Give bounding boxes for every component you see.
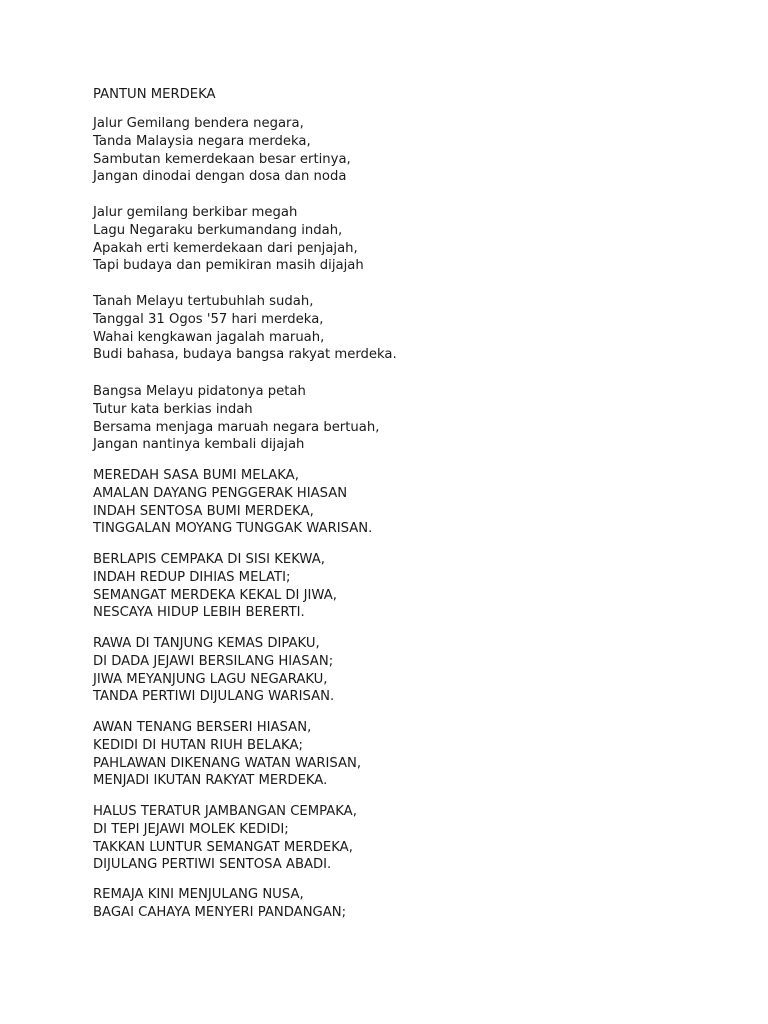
poem-line: Tutur kata berkias indah <box>93 401 253 417</box>
poem-line: BAGAI CAHAYA MENYERI PANDANGAN; <box>93 904 347 920</box>
poem-line: Tanah Melayu tertubuhlah sudah, <box>93 294 314 309</box>
poem-line: INDAH REDUP DIHIAS MELATI; <box>93 569 291 585</box>
poem-line: DIJULANG PERTIWI SENTOSA ABADI. <box>93 857 332 873</box>
stanza <box>93 886 346 922</box>
poem-line: SEMANGAT MERDEKA KEKAL DI JIWA, <box>93 587 337 603</box>
poem-line: JIWA MEYANJUNG LAGU NEGARAKU, <box>93 671 328 687</box>
page-title: PANTUN MERDEKA <box>93 87 216 102</box>
poem-line: TAKKAN LUNTUR SEMANGAT MERDEKA, <box>93 839 353 855</box>
poem-line: Jalur gemilang berkibar megah <box>93 205 298 220</box>
poem-line: DI TEPI JEJAWI MOLEK KEDIDI; <box>93 821 289 837</box>
poem-line: Apakah erti kemerdekaan dari penjajah, <box>93 240 358 256</box>
poem-line: Jangan nantinya kembali dijajah <box>93 437 305 453</box>
poem-line: TINGGALAN MOYANG TUNGGAK WARISAN. <box>93 521 373 537</box>
poem-line: AWAN TENANG BERSERI HIASAN, <box>93 720 312 735</box>
poem-line: Sambutan kemerdekaan besar ertinya, <box>93 151 351 167</box>
poem-line: Budi bahasa, budaya bangsa rakyat merdeka. <box>93 347 397 363</box>
poem-line: HALUS TERATUR JAMBANGAN CEMPAKA, <box>93 804 357 819</box>
poem-line: Bangsa Melayu pidatonya petah <box>93 384 306 399</box>
poem-line: Lagu Negaraku berkumandang indah, <box>93 222 343 238</box>
stanza <box>93 293 397 364</box>
poem-line: KEDIDI DI HUTAN RIUH BELAKA; <box>93 737 303 753</box>
poem-line: Tanda Malaysia negara merdeka, <box>93 133 311 149</box>
poem-line: REMAJA KINI MENJULANG NUSA, <box>93 887 304 902</box>
poem-line: Jangan dinodai dengan dosa dan noda <box>93 169 347 185</box>
poem-line: DI DADA JEJAWI BERSILANG HIASAN; <box>93 653 334 669</box>
poem-line: Tanggal 31 Ogos '57 hari merdeka, <box>93 311 324 327</box>
poem-line: Bersama menjaga maruah negara bertuah, <box>93 419 380 435</box>
poem-line: Tapi budaya dan pemikiran masih dijajah <box>93 258 364 274</box>
poem-line: NESCAYA HIDUP LEBIH BERERTI. <box>93 605 305 621</box>
stanza <box>93 204 364 275</box>
poem-line: BERLAPIS CEMPAKA DI SISI KEKWA, <box>93 552 325 567</box>
stanza <box>93 803 357 874</box>
stanza <box>93 551 337 622</box>
stanza <box>93 383 379 454</box>
poem-line: INDAH SENTOSA BUMI MERDEKA, <box>93 503 314 519</box>
stanza <box>93 115 351 186</box>
poem-line: Wahai kengkawan jagalah maruah, <box>93 329 325 345</box>
stanza <box>93 719 361 790</box>
poem-line: TANDA PERTIWI DIJULANG WARISAN. <box>93 689 335 705</box>
stanza <box>93 467 372 538</box>
poem-line: MENJADI IKUTAN RAKYAT MERDEKA. <box>93 773 328 789</box>
poem-line: RAWA DI TANJUNG KEMAS DIPAKU, <box>93 636 320 651</box>
poem-line: PAHLAWAN DIKENANG WATAN WARISAN, <box>93 755 362 771</box>
poem-line: Jalur Gemilang bendera negara, <box>93 116 304 131</box>
poem-line: MEREDAH SASA BUMI MELAKA, <box>93 468 299 483</box>
poem-line: AMALAN DAYANG PENGGERAK HIASAN <box>93 485 348 501</box>
stanza <box>93 635 334 706</box>
